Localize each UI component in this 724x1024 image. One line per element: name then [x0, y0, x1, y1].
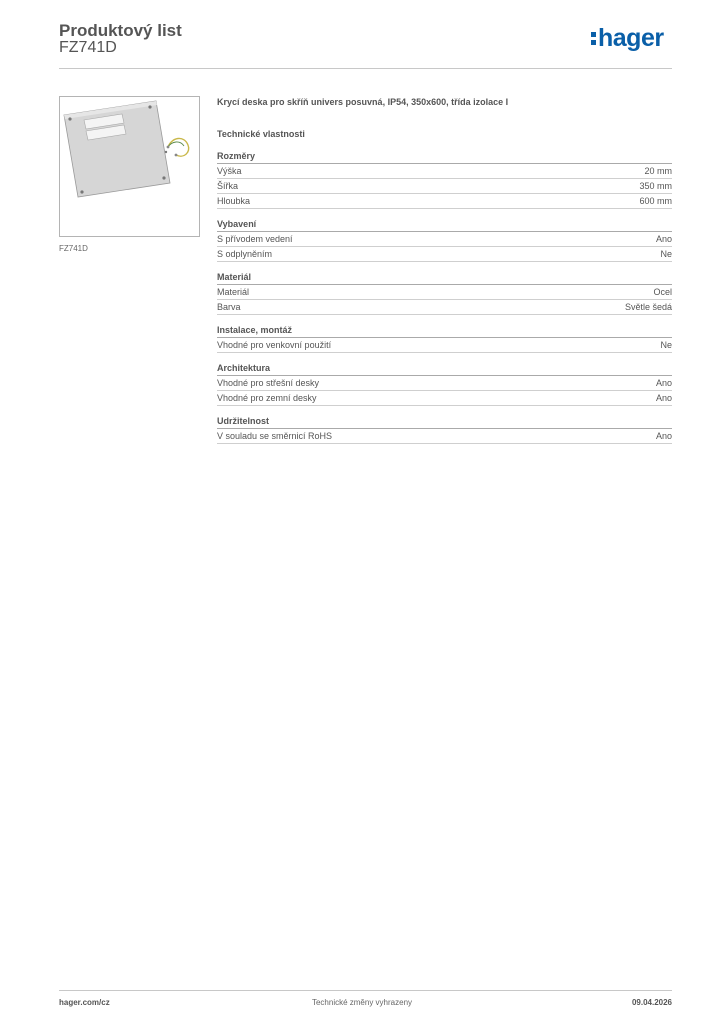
spec-row — [217, 429, 672, 444]
spec-section — [217, 270, 672, 315]
content — [217, 95, 672, 444]
footer-date: 09.04.2026 — [631, 998, 672, 1007]
spec-label: Vhodné pro zemní desky — [217, 393, 317, 403]
spec-label: Hloubka — [217, 196, 251, 206]
spec-value: Ano — [655, 393, 672, 403]
footer-website[interactable]: hager.com/cz — [59, 998, 110, 1007]
spec-row — [217, 391, 672, 406]
spec-value: 350 mm — [639, 181, 672, 191]
spec-value: Ne — [660, 340, 672, 350]
spec-label: V souladu se směrnicí RoHS — [217, 431, 333, 441]
spec-row — [217, 232, 672, 247]
spec-row — [217, 194, 672, 209]
spec-label: Vhodné pro střešní desky — [217, 378, 320, 388]
cover-plate-illustration — [60, 97, 199, 236]
spec-label: S odplyněním — [217, 249, 273, 259]
section-heading: Materiál — [217, 270, 672, 285]
image-caption: FZ741D — [59, 244, 88, 253]
spec-row — [217, 179, 672, 194]
footer-notice: Technické změny vyhrazeny — [311, 998, 413, 1007]
spec-label: S přívodem vedení — [217, 234, 293, 244]
spec-row — [217, 285, 672, 300]
spec-section — [217, 414, 672, 444]
section-heading: Vybavení — [217, 217, 672, 232]
spec-row — [217, 247, 672, 262]
page-title: Produktový list — [59, 21, 182, 40]
product-image — [59, 96, 200, 237]
spec-value: Ano — [655, 378, 672, 388]
spec-value: Světle šedá — [624, 302, 672, 312]
spec-value: Ano — [655, 431, 672, 441]
spec-label: Barva — [217, 302, 241, 312]
header-divider — [59, 68, 672, 69]
spec-row — [217, 164, 672, 179]
spec-label: Materiál — [217, 287, 250, 297]
logo-text: hager — [598, 24, 664, 52]
spec-sections — [217, 149, 672, 444]
spec-label: Vhodné pro venkovní použití — [217, 340, 332, 350]
spec-section — [217, 323, 672, 353]
spec-section — [217, 361, 672, 406]
spec-label: Výška — [217, 166, 242, 176]
section-heading: Architektura — [217, 361, 672, 376]
spec-label: Šířka — [217, 181, 239, 191]
technical-heading: Technické vlastnosti — [217, 129, 305, 139]
spec-value: 20 mm — [644, 166, 672, 176]
spec-section — [217, 217, 672, 262]
footer-divider — [59, 990, 672, 991]
spec-section — [217, 149, 672, 209]
section-heading: Instalace, montáž — [217, 323, 672, 338]
product-description: Krycí deska pro skříň univers posuvná, IP54, 350x600, třída izolace I — [217, 97, 509, 107]
spec-row — [217, 338, 672, 353]
section-heading: Rozměry — [217, 149, 672, 164]
spec-value: Ocel — [653, 287, 672, 297]
spec-value: Ne — [660, 249, 672, 259]
spec-value: Ano — [655, 234, 672, 244]
hager-logo[interactable] — [591, 26, 664, 51]
product-code: FZ741D — [59, 39, 117, 56]
section-heading: Udržitelnost — [217, 414, 672, 429]
spec-row — [217, 376, 672, 391]
logo-colon-icon — [591, 28, 596, 48]
spec-row — [217, 300, 672, 315]
spec-value: 600 mm — [639, 196, 672, 206]
